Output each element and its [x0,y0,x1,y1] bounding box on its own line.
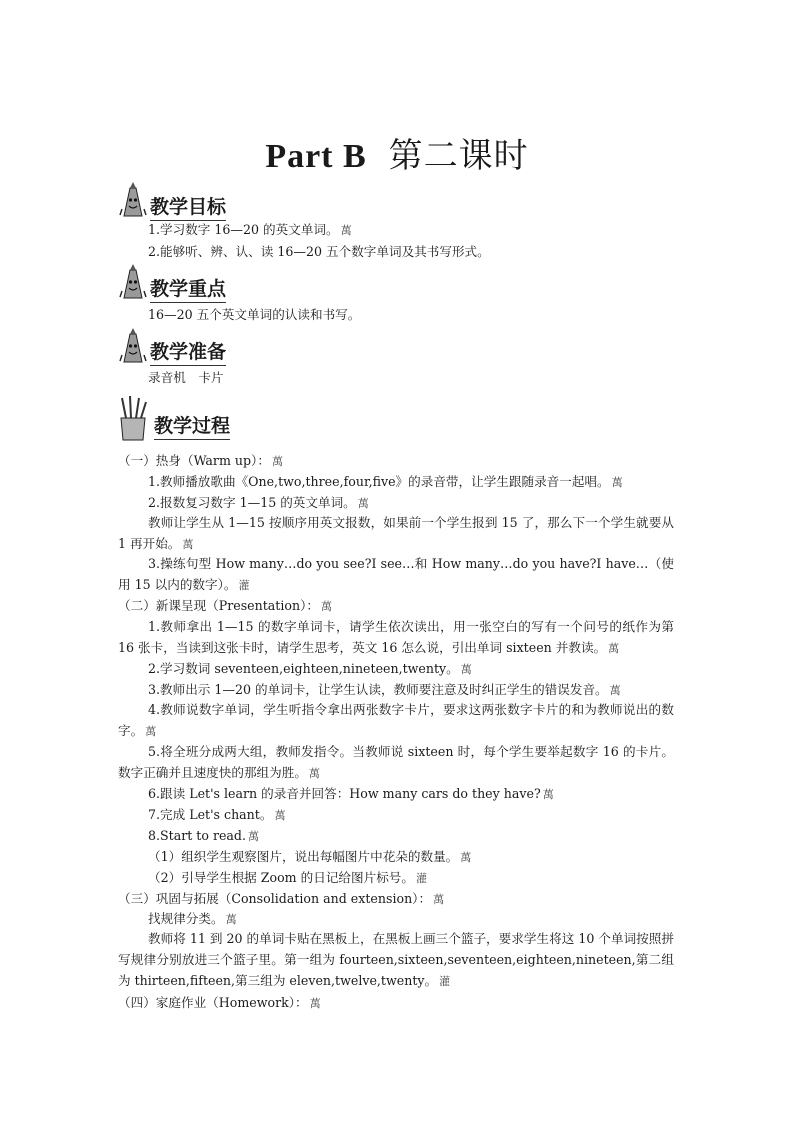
process-paragraph: 3.操练句型 How many…do you see?I see…和 How many…do you have?I have…（使用 15 以内的数字）。 灌 [118,556,674,592]
heading-teaching-process: 教学过程 [154,411,230,440]
process-line: 2.学习数词 seventeen,eighteen,nineteen,twenty。 萬 [148,661,472,676]
heading-teaching-goals: 教学目标 [150,192,226,221]
process-line: 1.教师播放歌曲《One,two,three,four,five》的录音带，让学生跟随录音一起唱。 萬 [148,474,623,489]
process-step-heading: （二）新课呈现（Presentation）： 萬 [118,598,332,613]
process-line: 8.Start to read. 萬 [148,828,259,843]
process-line: 2.报数复习数字 1—15 的英文单词。 萬 [148,495,369,510]
process-line: 3.教师出示 1—20 的单词卡，让学生认读，教师要注意及时纠正学生的错误发音。 萬 [148,682,621,697]
goal-item: 1.学习数字 16—20 的英文单词。 萬 [148,222,352,237]
title-chinese: 第二课时 [388,136,529,176]
process-line: 6.跟读 Let's learn 的录音并回答：How many cars do they have? 萬 [148,786,554,801]
process-line: （2）引导学生根据 Zoom 的日记给图片标号。 灌 [148,870,427,885]
pencil-icon [118,264,148,302]
goal-item: 2.能够听、辨、认、读 16—20 五个数字单词及其书写形式。 [148,244,490,259]
prep-text: 录音机 卡片 [148,370,224,385]
heading-teaching-prep: 教学准备 [150,337,226,366]
process-step-heading: （四）家庭作业（Homework）： 萬 [118,995,321,1010]
process-paragraph: 5.将全班分成两大组，教师发指令。当教师说 sixteen 时，每个学生要举起数字 16 的卡片。数字正确并且速度快的那组为胜。 萬 [118,744,674,780]
process-paragraph: 教师让学生从 1—15 按顺序用英文报数，如果前一个学生报到 15 了，那么下一个学生就要从 1 再开始。 萬 [118,515,674,551]
process-line: （1）组织学生观察图片，说出每幅图片中花朵的数量。 萬 [148,849,472,864]
heading-teaching-focus: 教学重点 [150,274,226,303]
focus-text: 16—20 五个英文单词的认读和书写。 [148,307,361,322]
process-step-heading: （三）巩固与拓展（Consolidation and extension）： 萬 [118,891,445,906]
pencil-cup-icon [116,396,150,442]
process-line: 7.完成 Let's chant。 萬 [148,807,286,822]
title-english: Part B [265,138,367,175]
process-step-heading: （一）热身（Warm up）： 萬 [118,453,283,468]
pencil-icon [118,328,148,366]
process-line: 找规律分类。 萬 [148,911,237,926]
process-paragraph: 1.教师拿出 1—15 的数字单词卡，请学生依次读出，用一张空白的写有一个问号的纸作为第 16 张卡，当读到这张卡时，请学生思考，英文 16 怎么说，引出单词 sixteen 并教读。 萬 [118,619,674,655]
process-paragraph: 4.教师说数字单词，学生听指令拿出两张数字卡片，要求这两张数字卡片的和为教师说出的数字。 萬 [118,702,674,738]
page-title [0,128,794,177]
process-paragraph: 教师将 11 到 20 的单词卡贴在黑板上，在黑板上画三个篮子，要求学生将这 10 个单词按照拼写规律分别放进三个篮子里。第一组为 fourteen,sixteen,seventeen,eighteen,nineteen,第二组为 thirteen,fifteen,第三组为 eleven,twelve,twenty。 灌 [118,931,674,988]
pencil-icon [118,182,148,220]
